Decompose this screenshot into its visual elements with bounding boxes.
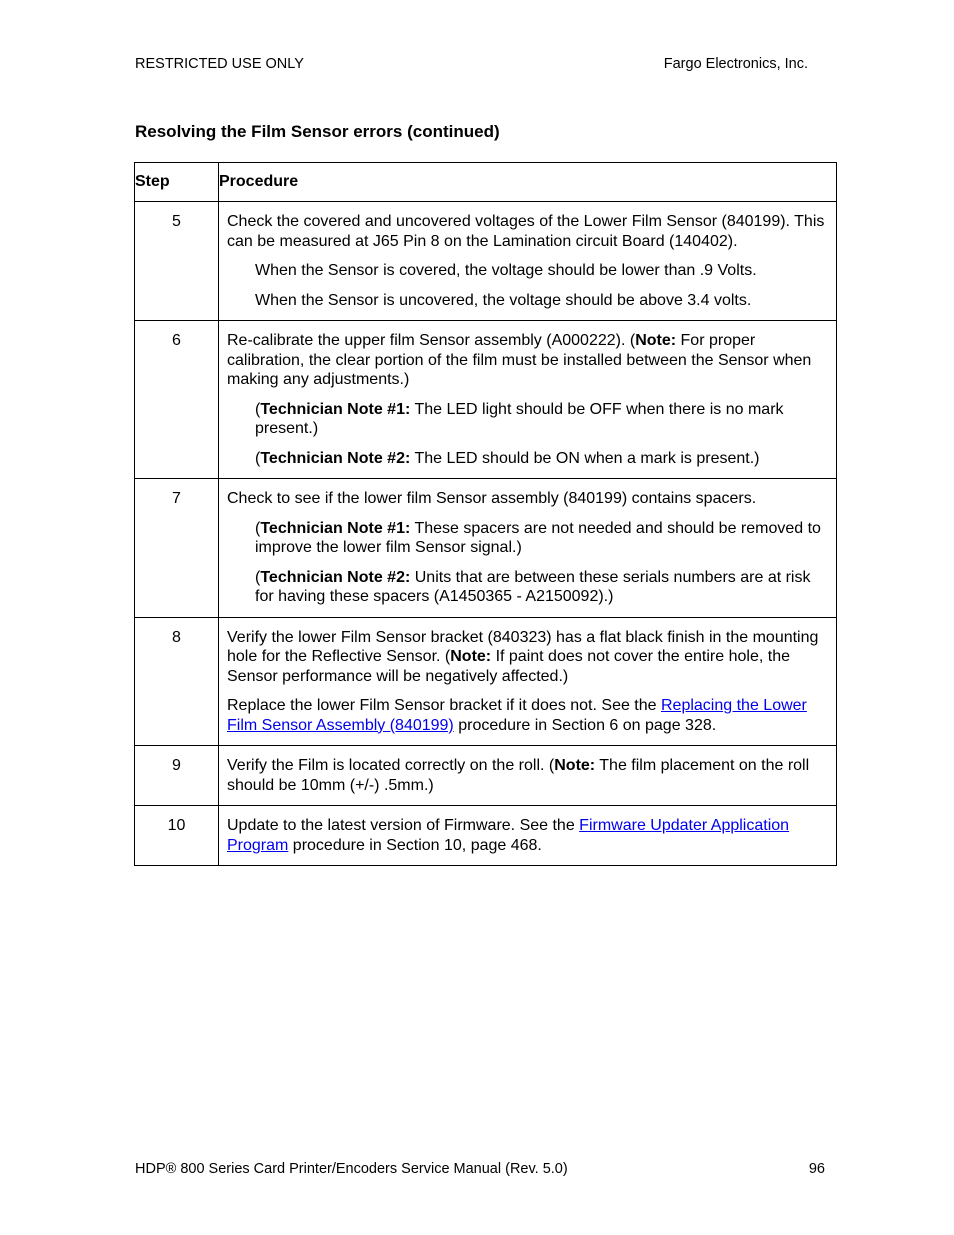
- step-number: 8: [135, 617, 219, 746]
- step-column-header: Step: [135, 163, 219, 202]
- procedure-text: Verify the Film is located correctly on the roll. (Note: The film placement on the roll should be 10mm (+/-) .5mm.): [227, 757, 810, 794]
- procedure-text: Update to the latest version of Firmware. See the Firmware Updater Application Program procedure in Section 10, page 468.: [227, 817, 790, 854]
- step-number: 9: [135, 746, 219, 806]
- technician-note: (Technician Note #1: The LED light should be OFF when there is no mark present.): [255, 400, 784, 437]
- step-number: 7: [135, 479, 219, 618]
- step-number: 6: [135, 321, 219, 479]
- table-row: [135, 617, 837, 746]
- technician-note: (Technician Note #2: The LED should be ON when a mark is present.): [255, 449, 760, 467]
- procedure-text: Check the covered and uncovered voltages of the Lower Film Sensor (840199). This can be measured at J65 Pin 8 on the Lamination circuit Board (140402).: [227, 213, 825, 250]
- firmware-updater-link[interactable]: Firmware Updater Application Program: [227, 817, 790, 854]
- header-company: Fargo Electronics, Inc.: [663, 56, 808, 72]
- procedure-text: Verify the lower Film Sensor bracket (840323) has a flat black finish in the mounting hole for the Reflective Sensor. (Note: If paint does not cover the entire hole, the Sensor performance will be negatively affected.): [227, 628, 819, 685]
- header-restricted: RESTRICTED USE ONLY: [135, 56, 304, 72]
- step-number: 5: [135, 202, 219, 321]
- note-label: Technician Note #1:: [260, 400, 411, 418]
- table-header-row: [135, 163, 837, 202]
- procedure-cell: [219, 321, 837, 479]
- note-label: Technician Note #1:: [260, 519, 411, 537]
- table-row: [135, 746, 837, 806]
- procedure-text: When the Sensor is covered, the voltage should be lower than .9 Volts.: [255, 262, 757, 279]
- procedure-cell: [219, 617, 837, 746]
- procedure-column-header: Procedure: [219, 163, 837, 202]
- note-label: Note:: [450, 648, 492, 665]
- table-row: [135, 202, 837, 321]
- step-number: 10: [135, 806, 219, 866]
- procedure-cell: [219, 479, 837, 618]
- technician-note: (Technician Note #1: These spacers are not needed and should be removed to improve the lower film Sensor signal.): [255, 519, 821, 556]
- procedure-cell: [219, 202, 837, 321]
- procedure-cell: [219, 806, 837, 866]
- note-label: Technician Note #2:: [260, 449, 411, 467]
- procedure-text: Check to see if the lower film Sensor assembly (840199) contains spacers.: [227, 490, 757, 507]
- note-label: Technician Note #2:: [260, 568, 411, 586]
- procedure-table: [134, 162, 837, 866]
- procedure-text: Replace the lower Film Sensor bracket if it does not. See the Replacing the Lower Film Sensor Assembly (840199) procedure in Section 6 on page 328.: [227, 697, 807, 734]
- note-label: Note:: [554, 757, 596, 774]
- footer-manual-title: HDP® 800 Series Card Printer/Encoders Service Manual (Rev. 5.0): [135, 1161, 568, 1177]
- table-row: [135, 479, 837, 618]
- procedure-cell: [219, 746, 837, 806]
- table-row: [135, 321, 837, 479]
- procedure-text: When the Sensor is uncovered, the voltage should be above 3.4 volts.: [255, 291, 752, 309]
- page-number: 96: [808, 1161, 825, 1177]
- section-title: Resolving the Film Sensor errors (continued): [135, 122, 500, 141]
- table-row: [135, 806, 837, 866]
- technician-note: (Technician Note #2: Units that are between these serials numbers are at risk for having these spacers (A1450365 - A2150092).): [255, 568, 811, 605]
- note-label: Note:: [635, 332, 677, 349]
- procedure-text: Re-calibrate the upper film Sensor assembly (A000222). (Note: For proper calibration, the clear portion of the film must be installed between the Sensor when making any adjustments.): [227, 332, 812, 388]
- replacing-lower-film-sensor-link[interactable]: Replacing the Lower Film Sensor Assembly (840199): [227, 697, 807, 734]
